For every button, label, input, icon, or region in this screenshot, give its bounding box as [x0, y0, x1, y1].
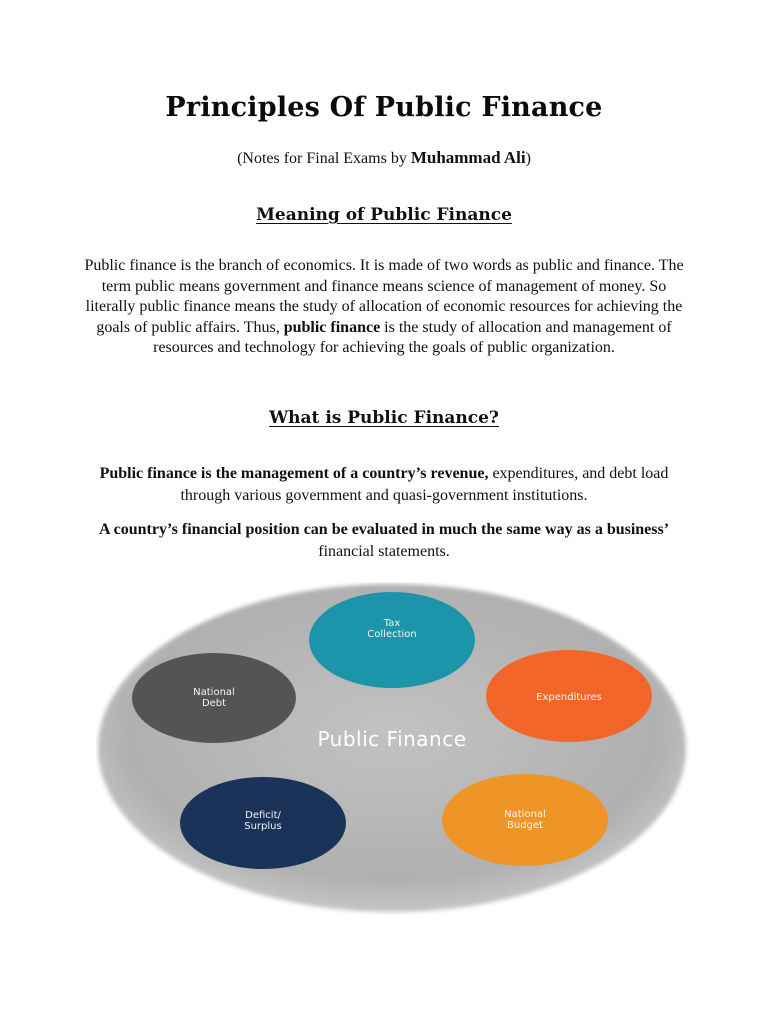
- subtitle-suffix: ): [525, 150, 531, 167]
- meaning-paragraph: [84, 256, 684, 359]
- diagram-center-label: Public Finance: [317, 727, 467, 751]
- evaluation-text: financial statements.: [318, 543, 450, 560]
- author-name: Muhammad Ali: [410, 148, 526, 167]
- definition-text: expenditures, and debt load through various government and quasi-government institutions.: [180, 465, 669, 504]
- meaning-bold-term: public finance: [283, 318, 381, 336]
- node-deficit-surplus-line1: Deficit/: [245, 810, 281, 821]
- section-heading-meaning-text: Meaning of Public Finance: [256, 205, 512, 225]
- definition-bold: Public finance is the management of a country’s revenue,: [99, 465, 489, 482]
- node-deficit-surplus-line2: Surplus: [244, 821, 282, 832]
- node-national-budget: [442, 774, 608, 866]
- node-national-budget-line1: National: [504, 809, 546, 820]
- evaluation-paragraph: [84, 519, 684, 563]
- node-tax-collection-circle: [309, 592, 475, 688]
- public-finance-diagram: [96, 582, 692, 922]
- node-expenditures: [486, 650, 652, 742]
- node-tax-collection: [309, 592, 475, 688]
- node-national-debt: [132, 653, 296, 743]
- section-heading-what-is: [0, 408, 768, 428]
- subtitle-prefix: (Notes for Final Exams by: [237, 150, 411, 167]
- section-heading-what-is-text: What is Public Finance?: [269, 408, 499, 428]
- subtitle: [0, 148, 768, 168]
- evaluation-bold: A country’s financial position can be evaluated in much the same way as a business’: [98, 521, 670, 538]
- diagram-svg: [96, 582, 692, 922]
- section-heading-meaning: [0, 205, 768, 225]
- node-tax-collection-line2: Collection: [367, 629, 417, 640]
- page-title: Principles Of Public Finance: [165, 92, 603, 123]
- meaning-text-after: is the study of allocation and management of resources and technology for achieving the goals of public organization.: [153, 318, 672, 356]
- node-national-budget-line2: Budget: [507, 820, 543, 831]
- node-national-debt-line1: National: [193, 687, 235, 698]
- node-national-debt-line2: Debt: [201, 698, 227, 709]
- node-expenditures-line1: Expenditures: [536, 692, 602, 703]
- definition-paragraph: [84, 463, 684, 507]
- node-deficit-surplus: [180, 777, 346, 869]
- meaning-text-before: Public finance is the branch of economics. It is made of two words as public and finance. The term public means government and finance means science of management of money. So literally public finance means the study of allocation of economic resources for achieving the goals of public affairs. Thus,: [84, 257, 684, 336]
- node-tax-collection-line1: Tax: [383, 618, 401, 629]
